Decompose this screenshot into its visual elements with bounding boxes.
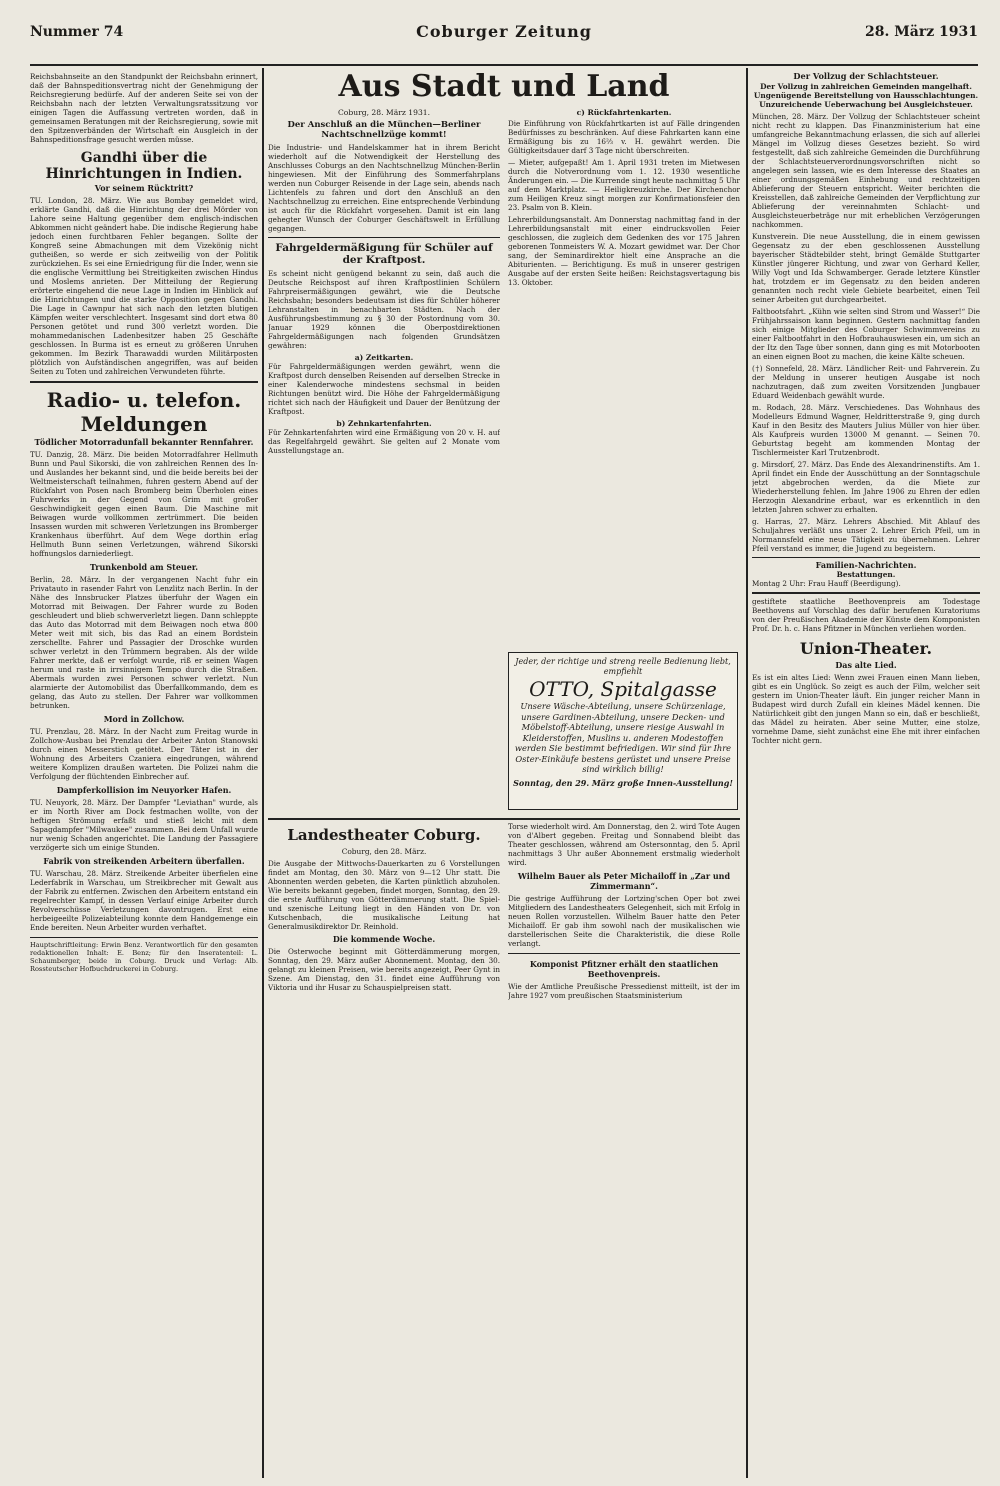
- article-text: g. Mirsdorf, 27. März. Das Ende des Alexandrinenstifts. Am 1. April findet ein Ende der Ausschüttung an der Sonntagschule jetzt abgebrochen werden, da die Miete zur Wiederherstellung fehlen. Im Jahre 1906 zu Ehren der edlen Herzogin Alexandrine erbaut, war es erkenntlich in den letzten Jahren schwer zu erhalten.: [752, 460, 980, 515]
- headline-family: Familien-Nachrichten.: [815, 560, 917, 571]
- section-title: Aus Stadt und Land: [338, 69, 670, 104]
- article-text: Wie der Amtliche Preußische Pressedienst mitteilt, ist der im Jahre 1927 vom preußischen Staatsministerium: [508, 982, 740, 1000]
- ad-tagline: Jeder, der richtige und streng reelle Bedienung liebt, empfiehlt: [515, 657, 731, 676]
- section-divider: [268, 818, 740, 820]
- article-text: — Mieter, aufgepaßt! Am 1. April 1931 treten im Mietwesen durch die Notverordnung vom 1. 12. 1930 wesentliche Änderungen ein. — Die Kurrende singt heute nachmittag 5 Uhr auf dem Marktplatz. — Heiligkreuzkirche. Der Kirchenchor zum Heiligen Kreuz singt morgen zur Konfirmationsfeier den 23. Psalm von B. Klein.: [508, 158, 740, 212]
- headline-coming-week: Die kommende Woche.: [332, 934, 436, 944]
- theater-left-column: [268, 822, 500, 1474]
- headline-theater: Landestheater Coburg.: [287, 826, 481, 844]
- column-divider: [262, 68, 264, 1478]
- article-text: TU. London, 28. März. Wie aus Bombay gemeldet wird, erklärte Gandhi, daß die Hinrichtung der drei Mörder von Lahore seine Haltung gegenüber dem englisch-indischen Abkommen nicht geändert habe. Die indische Regierung habe jedoch einen furchtbaren Fehler begangen. Sollte der Kongreß seine Abmachungen mit dem Vizekönig nicht gutheißen, so werde er sich zeitweilig von der Politik zurückziehen. Es sei eine Erniedrigung für die Inder, wenn sie die englische Vermittlung bei Streitigkeiten zwischen Hindus und Moslems anrieten. Der Mitteilung der Regierung erörterte eingehend die neue Lage in Indien im Hinblick auf die Hinrichtungen und die starke Opposition gegen Gandhi. Die Lage in Cawnpur hat sich nach den letzten blutigen Kämpfen weiter verschlechtert. Insgesamt sind dort etwa 80 Personen getötet und rund 300 verletzt worden. Die mohammedanischen Ladenbesitzer haben 25 Geschäfte geschlossen. In Burma ist es erneut zu größeren Unruhen gekommen. Im Bezirk Tharawaddi wurden Militärposten plötzlich von Aufständischen angegriffen, was auf beiden Seiten zu Toten und zahlreichen Verwundeten führte.: [30, 196, 258, 376]
- article-text: TU. Danzig, 28. März. Die beiden Motorradfahrer Hellmuth Bunn und Paul Sikorski, die von zahlreichen Rennen des In- und Auslandes her bekannt sind, und die beide bereits bei der Weltmeisterschaft teilnahmen, fuhren gestern Abend auf der Rückfahrt von Posen nach Bromberg beim Überholen eines Fuhrwerks in der Gegend von Grim mit großer Geschwindigkeit gegen einen Baum. Die Maschine mit Beiwagen wurde vollkommen zertrümmert. Die beiden Insassen wurden mit schweren Verletzungen ins Bromberger Krankenhaus überführt. Auf dem Wege dorthin erlag Hellmuth Bunn seinen Verletzungen, während Sikorski hoffnungslos darniederliegt.: [30, 450, 258, 558]
- ad-name: OTTO, Spitalgasse: [529, 677, 717, 701]
- article-text: Lehrerbildungsanstalt. Am Donnerstag nachmittag fand in der Lehrerbildungsanstalt mit einer eindrucksvollen Feier geschlossen, die zugleich dem Gedenken des vor 175 Jahren geborenen Tonmeisters W. A. Mozart gewidmet war. Der Chor sang, der Seminardirektor hielt eine Ansprache an die Abiturienten. — Berichtigung. Es muß in unserer gestrigen Ausgabe auf der ersten Seite heißen: Reichstagsvertagung bis 13. Oktober.: [508, 215, 740, 287]
- article-text: gestiftete staatliche Beethovenpreis am Todestage Beethovens auf Vorschlag des dafür berufenen Kuratoriums von der Preußischen Akademie der Künste dem Komponisten Prof. Dr. h. c. Hans Pfitzner in München verliehen worden.: [752, 597, 980, 634]
- headline-union: Union-Theater.: [799, 639, 933, 659]
- article-text: Kunstverein. Die neue Ausstellung, die in einem gewissen Gegensatz zu der eben geschlossenen Ausstellung bayerischer Städtebilder steht, bringt Gemälde Stuttgarter Künstler jüngerer Richtung, und zwar von Gerhard Keller, Willy Vogt und Ida Schwamberger. Gerade letztere Künstler hat, trotzdem er im Gegensatz zu den beiden anderen genannten noch recht viele Gebiete bearbeitet, einen Teil seiner Arbeiten gut durchgearbeitet.: [752, 232, 980, 305]
- article-text: Berlin, 28. März. In der vergangenen Nacht fuhr ein Privatauto in rasender Fahrt von Lenzlitz nach Berlin. In der Nähe des Innsbrucker Platzes überfuhr der Wagen ein Motorrad mit Beiwagen. Der Fahrer wurde zu Boden geschleudert und blieb schwerverletzt liegen. Dann schleppte das Auto das Motorrad mit dem Beiwagen noch etwa 800 Meter weit mit sich, bis das Rad an einem Bordstein zerschellte. Fahrer und Passagier der Droschke wurden schwer verletzt in den Trümmern begraben. Als der wilde Fahrer merkte, daß er verfolgt wurde, riß er seinen Wagen herum und raste in irrsinnigem Tempo durch die Straßen. Abermals wurden zwei Personen schwer verletzt. Nun alarmierte der Automobilist das Überfallkommando, dem es gelang, das Auto zu stellen. Der Fahrer war vollkommen betrunken.: [30, 575, 258, 710]
- column-divider: [746, 68, 748, 1478]
- subhead-radio: Tödlicher Motorradunfall bekannter Rennfahrer.: [34, 437, 254, 447]
- left-column: [30, 72, 258, 1474]
- article-text: Die Ausgabe der Mittwochs-Dauerkarten zu 6 Vorstellungen findet am Montag, den 30. März von 9—12 Uhr statt. Die Abonnenten werden gebeten, die Karten pünktlich abzuholen. Wie bereits bekannt gegeben, findet morgen, Sonntag, den 29. die erste Aufführung von Götterdämmerung statt. Die Spiel- und szenische Leitung liegt in den Händen von Dr. von Kutschenbach, die musikalische Leitung hat Generalmusikdirektor Dr. Reinhold.: [268, 859, 500, 931]
- article-text: Faltbootsfahrt. „Kühn wie selten sind Strom und Wasser!“ Die Frühjahrssaison kann beginnen. Gestern nachmittag fanden sich einige Mitglieder des Coburger Schwimmvereins zu einer Faltbootfahrt in den Hofbrauhauswiesen ein, um sich an der Itz den Tage über sonnen, dann ging es mit Motorbooten an einen eignen Boot zu machen, die keine Kälte scheuen.: [752, 307, 980, 362]
- headline-munich: Der Anschluß an die München—Berliner Nachtschnellzüge kommt!: [287, 120, 481, 140]
- ad-footer: Sonntag, den 29. März große Innen-Ausstellung!: [513, 777, 733, 788]
- ad-body: Unsere Wäsche-Abteilung, unsere Schürzenlage, unsere Gardinen-Abteilung, unsere Decken- und Möbelstoff-Abteilung, unsere riesige Auswahl in Kleiderstoffen, Muslins u. anderen Modestoffen werden Sie bestimmt befriedigen. Wir sind für Ihre Oster-Einkäufe bestens gerüstet und unsere Preise sind wirklich billig!: [514, 701, 732, 774]
- subhead-slaughter: Der Vollzug in zahlreichen Gemeinden mangelhaft. Ungenügende Bereitstellung von Hausschlachtungen. Unzureichende Ueberwachung bei Ausgleichsteuer.: [753, 82, 979, 109]
- article-text: Für Fahrgeldermäßigungen werden gewährt, wenn die Kraftpost durch denselben Reisenden auf derselben Strecke in einer Kalenderwoche mindestens sechsmal in beiden Richtungen benützt wird. Die Höhe der Fahrgeldermäßigung richtet sich nach der Häufigkeit und Dauer der Benützung der Kraftpost.: [268, 362, 500, 416]
- paper-title: Coburger Zeitung: [416, 22, 592, 41]
- headline-bauer: Wilhelm Bauer als Peter Michailoff in „Zar und Zimmermann“.: [517, 871, 731, 891]
- article-text: m. Rodach, 28. März. Verschiedenes. Das Wohnhaus des Modelleurs Edmund Wagner, Heldritterstraße 9, ging durch Kauf in den Besitz des Mauters Julius Müller von hier über. Als Kaufpreis wurden 13000 M genannt. — Seinen 70. Geburtstag begeht am kommenden Montag der Tischlermeister Karl Trutzenbrodt.: [752, 403, 980, 458]
- label-return: c) Rückfahrtenkarten.: [576, 108, 672, 117]
- dateline: Coburg, den 28. März.: [341, 847, 427, 856]
- theater-right-column: [508, 822, 740, 1474]
- article-text: Die Einführung von Rückfahrtkarten ist auf Fälle dringenden Bedürfnisses zu beschränken. Auf diese Fahrkarten kann eine Ermäßigung bis zu 16⅔ v. H. gewährt werden. Die Gültigkeitsdauer darf 3 Tage nicht überschreiten.: [508, 119, 740, 155]
- headline-komponist: Komponist Pfitzner erhält den staatlichen Beethovenpreis.: [529, 959, 719, 979]
- middle-left-column: [268, 108, 500, 648]
- article-text: Torse wiederholt wird. Am Donnerstag, den 2. wird Tote Augen von d'Albert gegeben. Freitag und Sonnabend bleibt das Theater geschlossen, während am Ostersonntag, den 5. April nachmittags 3 Uhr außer Abonnement erstmalig wiederholt wird.: [508, 822, 740, 867]
- article-text: München, 28. März. Der Vollzug der Schlachtsteuer scheint nicht recht zu klappen. Das Finanzministerium hat eine umfangreiche Bekanntmachung erlassen, die sich auf allerlei Mängel im Vollzug dieses Gesetzes bezieht. So wird festgestellt, daß sich zahlreiche Gemeinden die Durchführung der Schlachtsteuerverordnungsvorschriften nicht so angelegen sein lassen, wie es dem Interesse des Staates an einer ordnungsgemäßen Einhebung und rechtzeitigen Ablieferung der Steuern entspricht. Weiter berichten die Kreisstellen, daß zahlreiche Gemeinden der Verpflichtung zur Ablieferung der vereinnahmten Schlacht- und Ausgleichsteuerbeträge nur mit erheblichen Verzögerungen nachkommen.: [752, 112, 980, 230]
- page-number: Nummer 74: [30, 24, 124, 40]
- headline-fares: Fahrgeldermäßigung für Schüler auf der Kraftpost.: [275, 242, 493, 266]
- article-text: Die gestrige Aufführung der Lortzing'schen Oper bot zwei Mitgliedern des Landestheaters Gelegenheit, sich mit Erfolg in neuen Rollen vorzustellen. Wilhelm Bauer hatte den Peter Michailoff. Er gab ihm sowohl nach der musikalischen wie darstellerischen Seite die Charakteristik, die diese Rolle verlangt.: [508, 894, 740, 948]
- imprint: Hauptschriftleitung: Erwin Benz. Verantwortlich für den gesamten redaktionellen Inhalt: E. Benz; für den Inseratenteil: L. Schaumberger, beide in Coburg. Druck und Verlag: Alb. Rossteutscher Hofbuchdruckerei in Coburg.: [30, 941, 258, 973]
- label-timecards: a) Zeitkarten.: [354, 353, 414, 362]
- article-text: g. Harras, 27. März. Lehrers Abschied. Mit Ablauf des Schuljahres verläßt uns unser 2. Lehrer Erich Pfeil, um in Normannsfeld eine neue Tätigkeit zu übernehmen. Lehrer Pfeil verstand es immer, die Jugend zu begeistern.: [752, 517, 980, 554]
- masthead: [30, 14, 978, 66]
- article-text: Reichsbahnseite an den Standpunkt der Reichsbahn erinnert, daß der Bahnspeditionsvertrag nicht der Genehmigung der Reichsregierung bedürfe. Auf der anderen Seite sei von der Reichsbahn nach der letzten Verwaltungsratssitzung vor einigen Tagen die Auffassung vertreten worden, daß in gemeinsamen Beratungen mit der Reichsregierung, sowie mit den Spitzenverbänden der Wirtschaft ein Ausgleich in der Bahnspeditionsfrage gesucht werden müsse.: [30, 72, 258, 144]
- subhead-union: Das alte Lied.: [835, 660, 897, 671]
- subhead-gandhi: Vor seinem Rücktritt?: [94, 183, 194, 193]
- label-tencards: b) Zehnkartenfahrten.: [336, 419, 432, 428]
- dateline: Coburg, 28. März 1931.: [337, 108, 431, 117]
- article-text: (†) Sonnefeld, 28. März. Ländlicher Reit- und Fahrverein. Zu der Meldung in unserer heutigen Ausgabe ist noch nachzutragen, daß zum zweiten Vorsitzenden Jungbauer Eduard Weidenbach gewählt wurde.: [752, 364, 980, 401]
- advertisement-otto: [508, 652, 738, 810]
- article-text: Montag 2 Uhr: Frau Hauff (Beerdigung).: [752, 579, 901, 589]
- article-text: Die Osterwoche beginnt mit Götterdämmerung morgen, Sonntag, den 29. März außer Abonnement. Montag, den 30. gelangt zu kleinen Preisen, wie bereits angezeigt, Peer Gynt in Szene. Am Dienstag, den 31. findet eine Aufführung von Viktoria und ihr Husar zu Schauspielpreisen statt.: [268, 947, 500, 992]
- headline-slaughter: Der Vollzug der Schlachtsteuer.: [793, 72, 939, 81]
- article-text: TU. Neuyork, 28. März. Der Dampfer "Leviathan" wurde, als er im North River am Dock festmachen wollte, von der heftigen Strömung erfaßt und stieß leicht mit dem Sapagdampfer "Milwaukee" zusammen. Bei dem Unfall wurde nur wenig Schaden angerichtet. Die Landung der Passagiere verzögerte sich um einige Stunden.: [30, 798, 258, 852]
- headline-strike: Fabrik von streikenden Arbeitern überfallen.: [43, 856, 245, 866]
- article-text: TU. Prenzlau, 28. März. In der Nacht zum Freitag wurde in Zollchow-Ausbau bei Prenzlau der Arbeiter Anton Stanowski durch einen Messerstich getötet. Der Täter ist in der Wohnung des Arbeiters Czaniera eingedrungen, während weitere Komplizen draußen warteten. Die Polizei nahm die Verfolgung der flüchtenden Einbrecher auf.: [30, 727, 258, 781]
- article-text: Es ist ein altes Lied: Wenn zwei Frauen einen Mann lieben, gibt es ein Unglück. So zeigt es auch der Film, welcher seit gestern im Union-Theater läuft. Ein junger reicher Mann in Budapest wird durch Zufall ein kleines Mädel kennen. Die Natürlichkeit gibt den jungen Mann so ein, daß er beschließt, das Mädel zu heiraten. Aber seine Mutter, eine stolze, vornehme Dame, sieht zunächst eine Ehe mit ihrer einfachen Tochter nicht gern.: [752, 673, 980, 746]
- headline-drunk: Trunkenbold am Steuer.: [89, 562, 199, 572]
- headline-gandhi: Gandhi über die Hinrichtungen in Indien.: [45, 150, 243, 182]
- article-text: Die Industrie- und Handelskammer hat in ihrem Bericht wiederholt auf die Notwendigkeit der Herstellung des Anschlusses Coburgs an den Nachtschnellzug München-Berlin hingewiesen. Mit der Einführung des Sommerfahrplans werden nun Coburger Reisende in der Lage sein, abends nach Lichtenfels zu fahren und dort den Anschluß an den Nachtschnellzug zu erreichen. Eine entsprechende Verbindung ist auch für die Rückfahrt vorgesehen. Damit ist ein lang gehegter Wunsch der Coburger Geschäftswelt in Erfüllung gegangen.: [268, 143, 500, 233]
- headline-steamer: Dampferkollision im Neuyorker Hafen.: [56, 785, 232, 795]
- article-text: Es scheint nicht genügend bekannt zu sein, daß auch die Deutsche Reichspost auf ihren Kraftpostlinien Schülern Fahrpreisermäßigungen gewährt, wie die Deutsche Reichsbahn; besonders bedeutsam ist dies für Schüler höherer Lehranstalten in benachbarten Städten. Nach der Ausführungsbestimmung zu § 30 der Postordnung vom 30. Januar 1929 können die Oberpostdirektionen Fahrgeldermäßigungen nach folgenden Grundsätzen gewähren:: [268, 269, 500, 350]
- headline-radio: Radio- u. telefon. Meldungen: [46, 388, 242, 436]
- issue-date: 28. März 1931: [865, 24, 978, 40]
- article-text: TU. Warschau, 28. März. Streikende Arbeiter überfielen eine Lederfabrik in Warschau, um Streikbrecher mit Gewalt aus der Fabrik zu entfernen. Zwischen den Arbeitern entstand ein regelrechter Kampf, in dessen Verlauf einige Arbeiter durch Revolverschüsse Verletzungen davontrugen. Erst eine herbeigeeilte Polizeiabteilung konnte dem Handgemenge ein Ende bereiten. Neun Arbeiter wurden verhaftet.: [30, 869, 258, 932]
- subhead-family: Bestattungen.: [836, 570, 896, 580]
- headline-murder: Mord in Zollchow.: [103, 714, 185, 724]
- article-text: Für Zehnkartenfahrten wird eine Ermäßigung von 20 v. H. auf das Regelfahrgeld gewährt. Sie gelten auf 2 Monate vom Ausstellungstage an.: [268, 428, 500, 455]
- middle-right-column: [508, 108, 740, 648]
- right-column: [752, 72, 980, 1474]
